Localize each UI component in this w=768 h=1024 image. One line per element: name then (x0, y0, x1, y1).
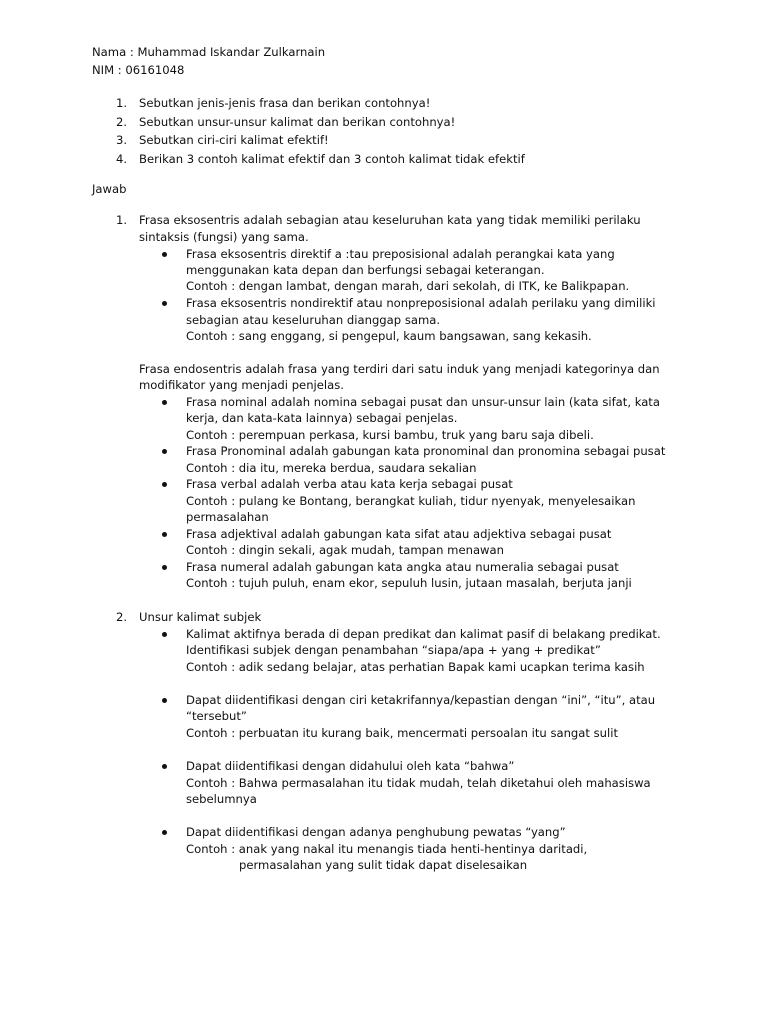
list-item-line: Contoh : pulang ke Bontang, berangkat kuliah, tidur nyenyak, menyelesaikan (186, 494, 636, 508)
question-text: Sebutkan jenis-jenis frasa dan berikan contohnya! (139, 96, 431, 110)
list-item-line: kerja, dan kata-kata lainnya) sebagai penjelas. (186, 411, 458, 425)
question-number: 2. (116, 115, 128, 129)
answer-title: Unsur kalimat subjek (139, 610, 262, 624)
list-item-line: Frasa eksosentris direktif a :tau preposisional adalah perangkai kata yang (186, 247, 615, 261)
list-item-line: sebagian atau keseluruhan dianggap sama. (186, 313, 441, 327)
bullet-icon (162, 301, 167, 306)
question-text: Sebutkan ciri-ciri kalimat efektif! (139, 133, 329, 147)
list-item-line: Identifikasi subjek dengan penambahan “siapa/apa + yang + predikat” (186, 643, 601, 657)
bullet-icon (162, 632, 167, 637)
bullet-icon (162, 764, 167, 769)
list-item-line: Frasa verbal adalah verba atau kata kerja sebagai pusat (186, 477, 513, 491)
list-item-line: “tersebut” (186, 709, 247, 723)
eksosentris-definition: Frasa eksosentris adalah sebagian atau keseluruhan kata yang tidak memiliki perilaku (139, 213, 641, 227)
list-item-line: Contoh : perbuatan itu kurang baik, mencermati persoalan itu sangat sulit (186, 726, 619, 740)
endosentris-definition: Frasa endosentris adalah frasa yang terdiri dari satu induk yang menjadi kategorinya dan (139, 362, 660, 376)
list-item-line: Contoh : anak yang nakal itu menangis tiada henti-hentinya daritadi, (186, 842, 588, 856)
answer-heading: Jawab (92, 182, 127, 196)
list-item-line: Contoh : perempuan perkasa, kursi bambu, truk yang baru saja dibeli. (186, 428, 594, 442)
bullet-icon (162, 252, 167, 257)
bullet-icon (162, 532, 167, 537)
list-item-line: Dapat diidentifikasi dengan didahului oleh kata “bahwa” (186, 759, 515, 773)
eksosentris-definition: sintaksis (fungsi) yang sama. (139, 230, 309, 244)
question-text: Sebutkan unsur-unsur kalimat dan berikan contohnya! (139, 115, 456, 129)
list-item-line: Frasa eksosentris nondirektif atau nonpreposisional adalah perilaku yang dimiliki (186, 296, 656, 310)
question-number: 3. (116, 133, 128, 147)
list-item-line: Frasa nominal adalah nomina sebagai pusat dan unsur-unsur lain (kata sifat, kata (186, 395, 660, 409)
list-item-line: Contoh : tujuh puluh, enam ekor, sepuluh lusin, jutaan masalah, berjuta janji (186, 576, 632, 590)
list-item-line: Contoh : Bahwa permasalahan itu tidak mudah, telah diketahui oleh mahasiswa (186, 776, 651, 790)
student-nim: NIM : 06161048 (92, 63, 185, 77)
bullet-icon (162, 698, 167, 703)
question-number: 1. (116, 96, 128, 110)
bullet-icon (162, 449, 167, 454)
list-item-line: Dapat diidentifikasi dengan adanya penghubung pewatas “yang” (186, 825, 566, 839)
list-item-line: Contoh : adik sedang belajar, atas perhatian Bapak kami ucapkan terima kasih (186, 660, 645, 674)
list-item-line: Contoh : dengan lambat, dengan marah, dari sekolah, di ITK, ke Balikpapan. (186, 279, 630, 293)
list-item-line: Frasa adjektival adalah gabungan kata sifat atau adjektiva sebagai pusat (186, 527, 612, 541)
list-item-line: Kalimat aktifnya berada di depan predikat dan kalimat pasif di belakang predikat. (186, 627, 661, 641)
list-item-line: Frasa Pronominal adalah gabungan kata pronominal dan pronomina sebagai pusat (186, 444, 666, 458)
question-text: Berikan 3 contoh kalimat efektif dan 3 contoh kalimat tidak efektif (139, 152, 525, 166)
bullet-icon (162, 482, 167, 487)
bullet-icon (162, 565, 167, 570)
list-item-line: Contoh : dingin sekali, agak mudah, tampan menawan (186, 543, 504, 557)
list-item-line: permasalahan (186, 510, 269, 524)
answer-number: 1. (116, 213, 128, 227)
bullet-icon (162, 400, 167, 405)
answer-number: 2. (116, 610, 128, 624)
list-item-line: Contoh : dia itu, mereka berdua, saudara sekalian (186, 461, 477, 475)
list-item-line: Frasa numeral adalah gabungan kata angka atau numeralia sebagai pusat (186, 560, 619, 574)
list-item-line: permasalahan yang sulit tidak dapat diselesaikan (239, 858, 528, 872)
bullet-icon (162, 830, 167, 835)
list-item-line: Dapat diidentifikasi dengan ciri ketakrifannya/kepastian dengan “ini”, “itu”, atau (186, 693, 656, 707)
list-item-line: Contoh : sang enggang, si pengepul, kaum bangsawan, sang kekasih. (186, 329, 592, 343)
endosentris-definition: modifikator yang menjadi penjelas. (139, 378, 344, 392)
list-item-line: menggunakan kata depan dan berfungsi sebagai keterangan. (186, 263, 545, 277)
question-number: 4. (116, 152, 128, 166)
list-item-line: sebelumnya (186, 792, 257, 806)
student-name: Nama : Muhammad Iskandar Zulkarnain (92, 45, 326, 59)
